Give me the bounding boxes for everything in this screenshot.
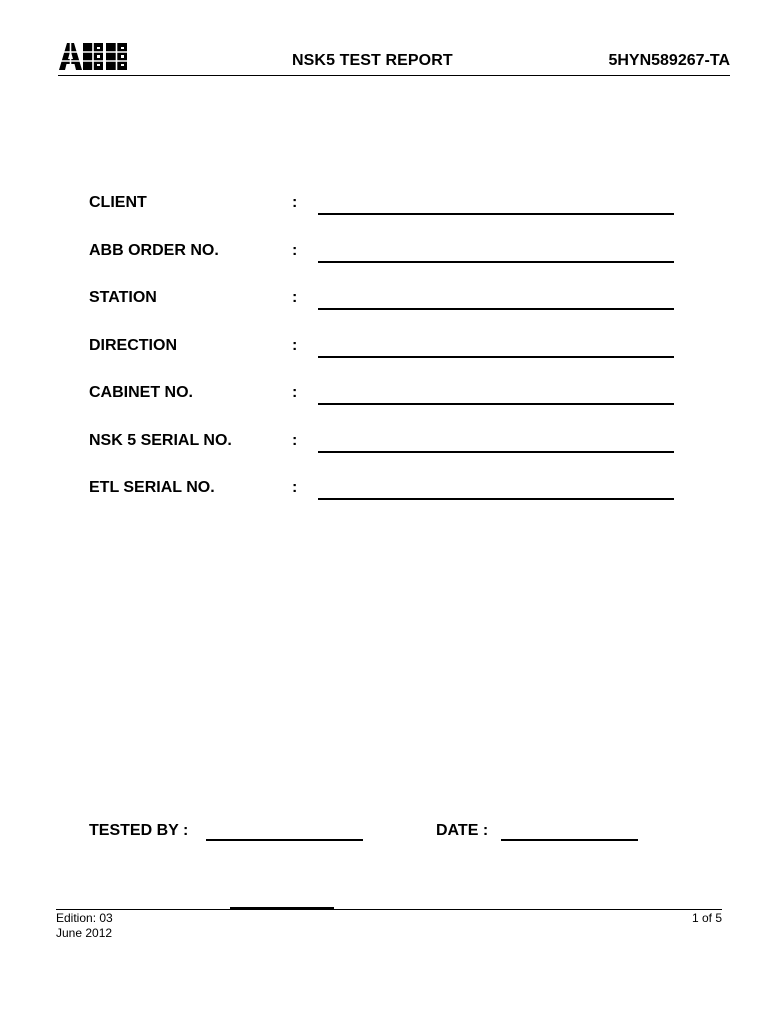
page-number: 1 of 5 [691,911,722,925]
tested-by-blank-line [206,839,363,841]
form-fields [89,194,689,527]
cabinet-no-blank-line [318,403,674,405]
edition-text: Edition: 03 [56,911,113,925]
report-title: NSK5 TEST REPORT [292,52,453,69]
field-label: CLIENT [89,194,147,211]
signoff-row [89,822,689,846]
field-label: ABB ORDER NO. [89,241,219,259]
field-row-etl-serial-no [89,479,689,527]
edition-date: June 2012 [56,926,113,940]
field-row-cabinet-no [89,384,689,432]
field-separator: : [292,289,298,306]
field-label: CABINET NO. [89,384,193,401]
footer-edition-block [56,911,113,941]
client-blank-line [318,213,674,215]
field-separator: : [292,241,298,259]
footer-divider [56,909,722,910]
abb-logo [59,43,127,70]
document-number: 5HYN589267-TA [608,52,730,69]
field-label: DIRECTION [89,336,177,354]
station-blank-line [318,308,674,310]
direction-blank-line [318,356,674,358]
date-blank-line [501,839,638,841]
date-label: DATE : [436,822,489,839]
header-divider [58,75,730,76]
field-label: STATION [89,289,157,306]
field-row-direction [89,337,689,385]
field-row-nsk5-serial-no [89,432,689,480]
field-separator: : [292,431,298,449]
field-separator: : [292,336,298,354]
field-label: ETL SERIAL NO. [89,479,215,496]
field-row-station [89,289,689,337]
etl-serial-no-blank-line [318,498,674,500]
tested-by-label: TESTED BY : [89,822,189,839]
field-row-client [89,194,689,242]
nsk5-serial-no-blank-line [318,451,674,453]
field-separator: : [292,479,298,496]
field-row-abb-order-no [89,242,689,290]
field-label: NSK 5 SERIAL NO. [89,431,232,449]
field-separator: : [292,384,298,401]
field-separator: : [292,194,298,211]
abb-order-no-blank-line [318,261,674,263]
